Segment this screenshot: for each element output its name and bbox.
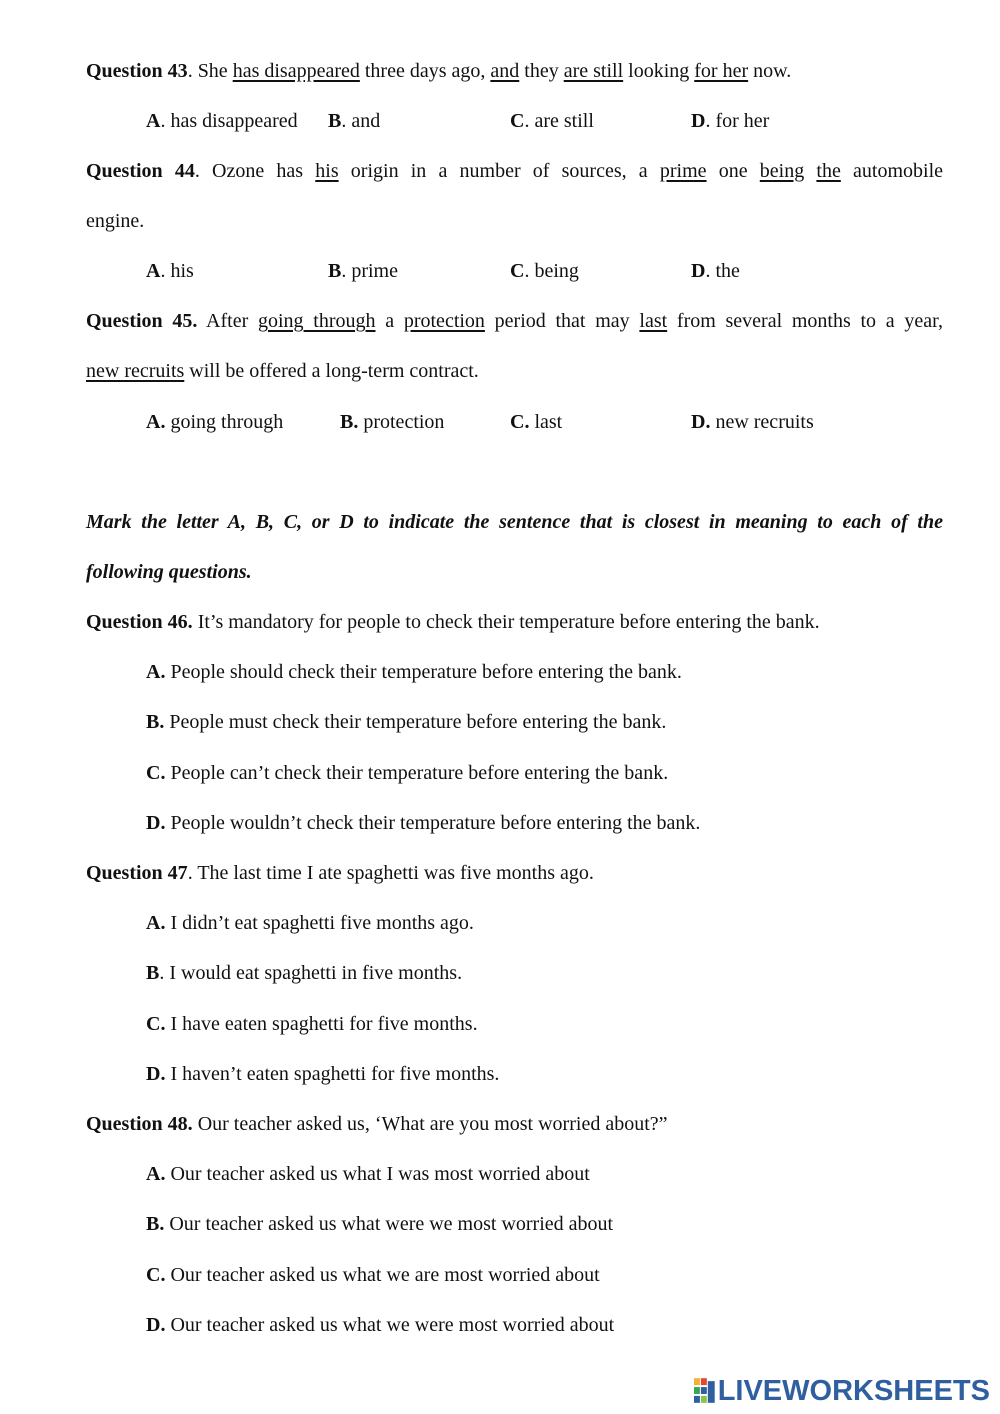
underlined-option-d: for her — [694, 60, 749, 82]
underlined-option-d: the — [816, 160, 841, 182]
underlined-option-a: going through — [257, 310, 376, 332]
question-label: Question 44 — [86, 160, 195, 182]
question-45-stem-cont: new recruits will be offered a long-term contract. — [86, 360, 479, 382]
question-47-stem: Question 47. The last time I ate spaghetti was five months ago. — [86, 862, 594, 884]
q45-option-d[interactable]: D. new recruits — [691, 411, 814, 433]
underlined-option-b: prime — [659, 160, 707, 182]
q46-option-a[interactable]: A. People should check their temperature before entering the bank. — [146, 661, 682, 683]
question-48-stem: Question 48. Our teacher asked us, ‘What are you most worried about?” — [86, 1113, 668, 1135]
question-44-stem: Question 44. Ozone has his origin in a number of sources, a prime one being the automobile — [86, 160, 944, 182]
underlined-option-b: and — [490, 60, 520, 82]
q45-option-c[interactable]: C. last — [510, 411, 563, 433]
q48-option-b[interactable]: B. Our teacher asked us what were we most worried about — [146, 1213, 614, 1235]
question-46-stem: Question 46. It’s mandatory for people to check their temperature before entering the bank. — [86, 611, 820, 633]
q48-option-d[interactable]: D. Our teacher asked us what we were most worried about — [146, 1314, 615, 1336]
question-45-stem: Question 45. After going through a protection period that may last from several months to a year, — [86, 310, 944, 332]
q46-option-b[interactable]: B. People must check their temperature before entering the bank. — [146, 711, 667, 733]
q44-option-c[interactable]: C. being — [510, 260, 579, 282]
q46-option-d[interactable]: D. People wouldn’t check their temperature before entering the bank. — [146, 812, 701, 834]
underlined-option-c: being — [759, 160, 805, 182]
question-label: Question 46. — [86, 611, 193, 633]
question-label: Question 43 — [86, 60, 188, 82]
q45-option-b[interactable]: B. protection — [340, 411, 445, 433]
question-43-stem: Question 43. She has disappeared three days ago, and they are still looking for her now. — [86, 60, 792, 82]
q44-option-a[interactable]: A. his — [146, 260, 194, 282]
q47-option-d[interactable]: D. I haven’t eaten spaghetti for five months. — [146, 1063, 500, 1085]
section-instruction: Mark the letter A, B, C, or D to indicate the sentence that is closest in meaning to each of the — [86, 511, 943, 533]
q48-option-c[interactable]: C. Our teacher asked us what we are most worried about — [146, 1264, 600, 1286]
underlined-option-c: are still — [563, 60, 624, 82]
underlined-option-b: protection — [403, 310, 485, 332]
q43-option-d[interactable]: D. for her — [691, 110, 770, 132]
q47-option-c[interactable]: C. I have eaten spaghetti for five months. — [146, 1013, 478, 1035]
q43-option-b[interactable]: B. and — [328, 110, 381, 132]
question-label: Question 47 — [86, 862, 188, 884]
q47-option-b[interactable]: B. I would eat spaghetti in five months. — [146, 962, 463, 984]
q48-option-a[interactable]: A. Our teacher asked us what I was most worried about — [146, 1163, 590, 1185]
section-instruction-cont: following questions. — [86, 561, 252, 583]
underlined-option-c: last — [639, 310, 668, 332]
liveworksheets-logo[interactable] — [694, 1374, 990, 1408]
q44-option-b[interactable]: B. prime — [328, 260, 398, 282]
question-label: Question 48. — [86, 1113, 193, 1135]
q43-option-c[interactable]: C. are still — [510, 110, 594, 132]
q47-option-a[interactable]: A. I didn’t eat spaghetti five months ago. — [146, 912, 474, 934]
q44-option-d[interactable]: D. the — [691, 260, 740, 282]
q43-option-a[interactable]: A. has disappeared — [146, 110, 298, 132]
underlined-option-a: his — [315, 160, 339, 182]
q45-option-a[interactable]: A. going through — [146, 411, 284, 433]
question-label: Question 45. — [86, 310, 198, 332]
liveworksheets-logo-icon — [694, 1378, 716, 1404]
question-44-stem-cont: engine. — [86, 210, 145, 232]
logo-text: LIVEWORKSHEETS — [717, 1374, 990, 1407]
q46-option-c[interactable]: C. People can’t check their temperature before entering the bank. — [146, 762, 669, 784]
underlined-option-d: new recruits — [86, 360, 185, 382]
underlined-option-a: has disappeared — [232, 60, 360, 82]
